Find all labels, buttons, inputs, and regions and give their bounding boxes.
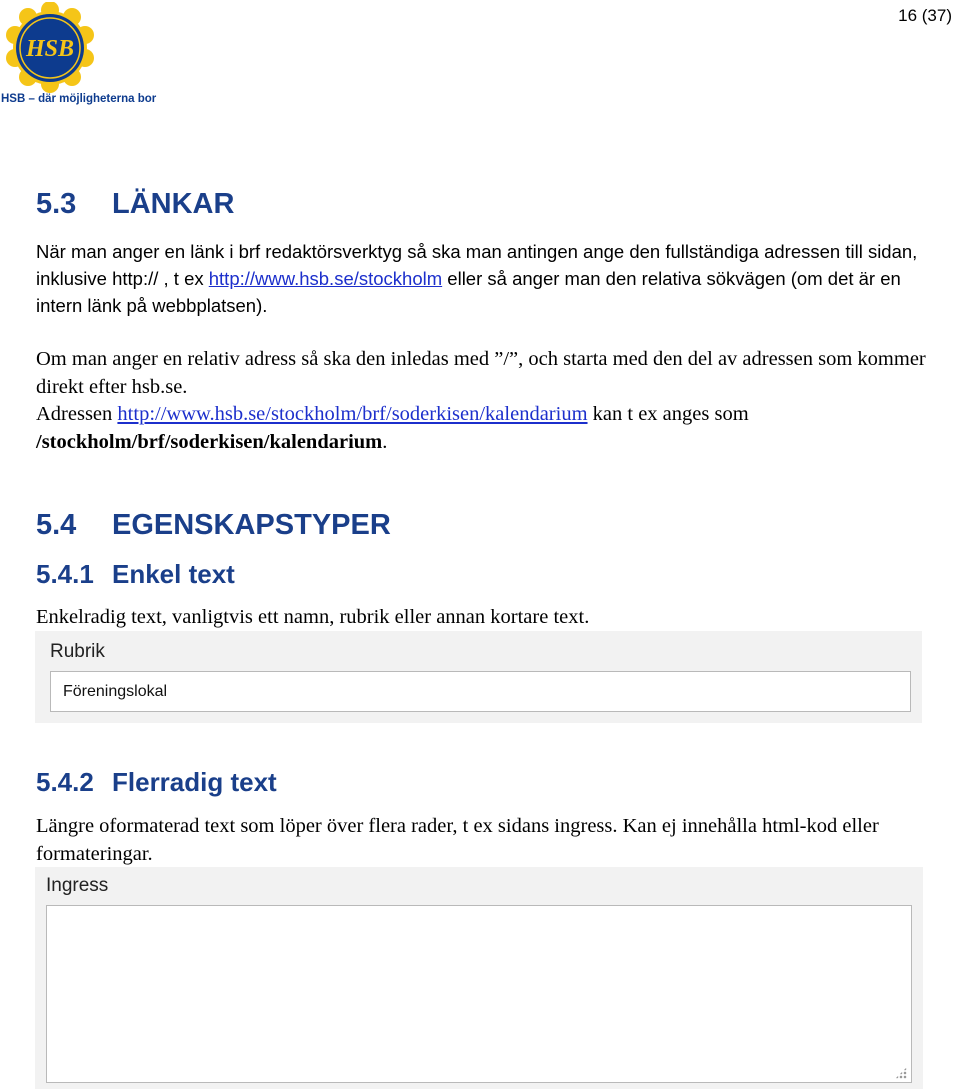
page-number: 16 (37) (898, 6, 952, 25)
field-label: Ingress (46, 875, 109, 896)
heading-egenskapstyper (36, 509, 391, 542)
section-number: 5.4.1 (36, 559, 94, 589)
screenshot-ingress-field (35, 867, 923, 1089)
section-title: Flerradig text (112, 767, 277, 797)
text: Adressen (36, 403, 118, 425)
section-number: 5.4.2 (36, 767, 94, 797)
field-label: Rubrik (50, 641, 105, 662)
screenshot-rubrik-field (35, 631, 922, 723)
heading-enkel-text (36, 559, 235, 590)
section-number: 5.3 (36, 188, 77, 220)
rubrik-input[interactable]: Föreningslokal (50, 671, 911, 712)
paragraph-lankar-2 (36, 346, 948, 456)
section-title: LÄNKAR (112, 188, 235, 220)
text: . (382, 430, 388, 453)
heading-flerradig-text (36, 767, 277, 798)
paragraph-enkel-text: Enkelradig text, vanligtvis ett namn, rubrik eller annan kortare text. (36, 606, 590, 628)
ingress-textarea[interactable] (46, 905, 912, 1083)
section-title: EGENSKAPSTYPER (112, 509, 391, 541)
link-hsb-stockholm[interactable]: http://www.hsb.se/stockholm (208, 268, 443, 289)
link-kalendarium[interactable]: http://www.hsb.se/stockholm/brf/soderkisen/kalendarium (117, 403, 588, 425)
paragraph-lankar-1 (36, 238, 951, 319)
text: Om man anger en relativ adress så ska den inledas med ”/”, och starta med den del av adressen som kommer direkt efter hsb.se. (36, 348, 926, 398)
svg-text:HSB: HSB (25, 36, 75, 62)
hsb-emblem-icon (2, 2, 152, 97)
logo-tagline: HSB – där möjligheterna bor (1, 93, 157, 105)
section-number: 5.4 (36, 509, 77, 541)
relative-path: /stockholm/brf/soderkisen/kalendarium (36, 430, 383, 453)
text: När man anger en länk i brf redaktörsverktyg så ska man antingen ange den fullständiga adressen till sidan, inklusive http:// , t ex (36, 241, 918, 289)
text: eller så anger man den relativa sökvägen (om det är en intern länk på webbplatsen). (36, 268, 901, 316)
heading-lankar (36, 188, 234, 221)
section-title: Enkel text (112, 559, 235, 589)
paragraph-flerradig-text: Längre oformaterad text som löper över flera rader, t ex sidans ingress. Kan ej innehålla html-kod eller formateringar. (36, 815, 879, 865)
text: kan t ex anges som (587, 403, 749, 425)
